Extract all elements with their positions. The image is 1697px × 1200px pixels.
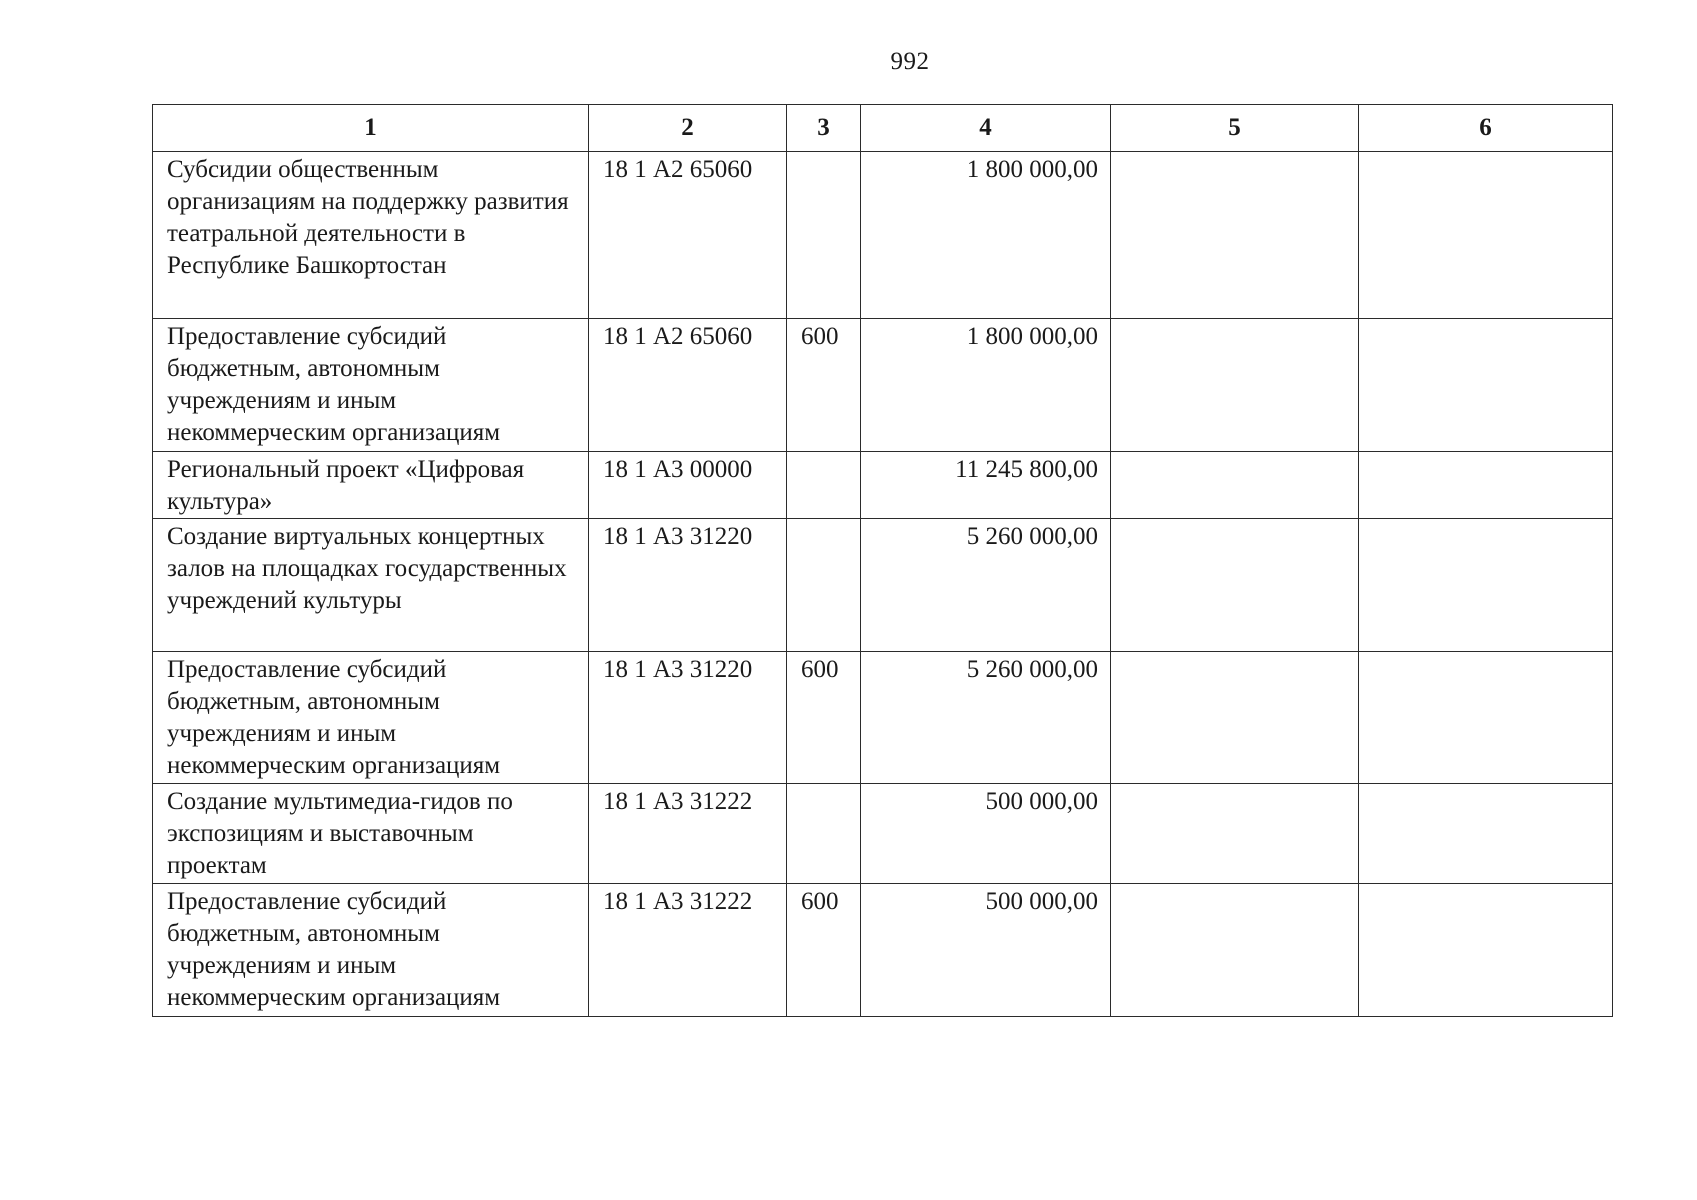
- row-kind: 600: [801, 888, 839, 915]
- row-code: 18 1 А3 31222: [603, 888, 753, 915]
- row-col6-cell: [1359, 152, 1613, 319]
- row-col6-cell: [1359, 652, 1613, 784]
- row-col6-cell: [1359, 452, 1613, 519]
- row-kind-cell: [787, 519, 861, 652]
- row-name: Предоставление субсидий бюджетным, автономным учреждениям и иным некоммерческим организациям: [167, 656, 501, 779]
- row-name: Создание мультимедиа-гидов по экспозициям и выставочным проектам: [167, 788, 513, 879]
- row-code-cell: [589, 652, 787, 784]
- row-kind: [787, 152, 860, 154]
- header-col-2: 2: [589, 105, 787, 152]
- table-row: [153, 152, 1613, 319]
- row-col6: [1359, 784, 1612, 786]
- row-amount: 5 260 000,00: [966, 656, 1098, 683]
- header-col-4: 4: [861, 105, 1111, 152]
- row-col6-cell: [1359, 519, 1613, 652]
- row-col5: [1111, 152, 1358, 154]
- row-amount: 5 260 000,00: [966, 523, 1098, 550]
- row-amount: 11 245 800,00: [955, 456, 1098, 483]
- row-kind-cell: [787, 452, 861, 519]
- row-col5-cell: [1111, 652, 1359, 784]
- row-kind: 600: [801, 656, 839, 683]
- row-code: 18 1 А3 31220: [603, 656, 753, 683]
- row-name-cell: [153, 452, 589, 519]
- row-col5: [1111, 452, 1358, 454]
- row-amount: 1 800 000,00: [966, 323, 1098, 350]
- table-row: [153, 884, 1613, 1017]
- row-col5: [1111, 784, 1358, 786]
- row-col6: [1359, 519, 1612, 521]
- row-code: 18 1 А2 65060: [603, 156, 753, 183]
- header-col-5: 5: [1111, 105, 1359, 152]
- row-amount: 500 000,00: [985, 888, 1098, 915]
- table-row: [153, 452, 1613, 519]
- row-name: Предоставление субсидий бюджетным, автономным учреждениям и иным некоммерческим организациям: [167, 888, 501, 1011]
- row-code-cell: [589, 452, 787, 519]
- row-amount-cell: [861, 452, 1111, 519]
- row-col6: [1359, 452, 1612, 454]
- row-kind-cell: [787, 652, 861, 784]
- row-kind-cell: [787, 319, 861, 452]
- row-name: Создание виртуальных концертных залов на площадках государственных учреждений культуры: [167, 523, 567, 614]
- header-row: [153, 105, 1613, 152]
- row-col6: [1359, 884, 1612, 886]
- row-amount-cell: [861, 884, 1111, 1017]
- row-col5-cell: [1111, 784, 1359, 884]
- row-kind-cell: [787, 884, 861, 1017]
- header-col-1: 1: [153, 105, 589, 152]
- row-amount: 1 800 000,00: [966, 156, 1098, 183]
- row-code: 18 1 А3 00000: [603, 456, 753, 483]
- table-row: [153, 319, 1613, 452]
- row-code: 18 1 А3 31220: [603, 523, 753, 550]
- row-col5: [1111, 884, 1358, 886]
- row-col6: [1359, 319, 1612, 321]
- row-name-cell: [153, 319, 589, 452]
- row-col5-cell: [1111, 519, 1359, 652]
- row-code-cell: [589, 884, 787, 1017]
- row-kind-cell: [787, 784, 861, 884]
- row-name-cell: [153, 784, 589, 884]
- row-col6-cell: [1359, 884, 1613, 1017]
- row-col5-cell: [1111, 452, 1359, 519]
- row-col5: [1111, 519, 1358, 521]
- row-kind-cell: [787, 152, 861, 319]
- row-name-cell: [153, 152, 589, 319]
- table-row: [153, 519, 1613, 652]
- row-kind: 600: [801, 323, 839, 350]
- row-code-cell: [589, 784, 787, 884]
- row-kind: [787, 784, 860, 786]
- header-col-3: 3: [787, 105, 861, 152]
- table-row: [153, 652, 1613, 784]
- row-col6: [1359, 152, 1612, 154]
- row-name-cell: [153, 884, 589, 1017]
- row-amount-cell: [861, 519, 1111, 652]
- row-code: 18 1 А3 31222: [603, 788, 753, 815]
- row-amount-cell: [861, 784, 1111, 884]
- row-kind: [787, 452, 860, 454]
- row-col6-cell: [1359, 784, 1613, 884]
- row-col5-cell: [1111, 152, 1359, 319]
- row-code-cell: [589, 152, 787, 319]
- page-number: 992: [890, 48, 930, 75]
- row-col6: [1359, 652, 1612, 654]
- row-col5-cell: [1111, 319, 1359, 452]
- budget-table: [152, 104, 1613, 1017]
- row-name-cell: [153, 519, 589, 652]
- row-name: Предоставление субсидий бюджетным, автономным учреждениям и иным некоммерческим организациям: [167, 323, 501, 446]
- row-kind: [787, 519, 860, 521]
- row-amount-cell: [861, 152, 1111, 319]
- row-col6-cell: [1359, 319, 1613, 452]
- row-name: Субсидии общественным организациям на поддержку развития театральной деятельности в Республике Башкортостан: [167, 156, 569, 279]
- row-code: 18 1 А2 65060: [603, 323, 753, 350]
- row-code-cell: [589, 319, 787, 452]
- row-col5: [1111, 652, 1358, 654]
- row-col5: [1111, 319, 1358, 321]
- row-name-cell: [153, 652, 589, 784]
- row-amount: 500 000,00: [985, 788, 1098, 815]
- table-row: [153, 784, 1613, 884]
- row-col5-cell: [1111, 884, 1359, 1017]
- header-col-6: 6: [1359, 105, 1613, 152]
- row-name: Региональный проект «Цифровая культура»: [167, 456, 525, 515]
- row-code-cell: [589, 519, 787, 652]
- row-amount-cell: [861, 319, 1111, 452]
- row-amount-cell: [861, 652, 1111, 784]
